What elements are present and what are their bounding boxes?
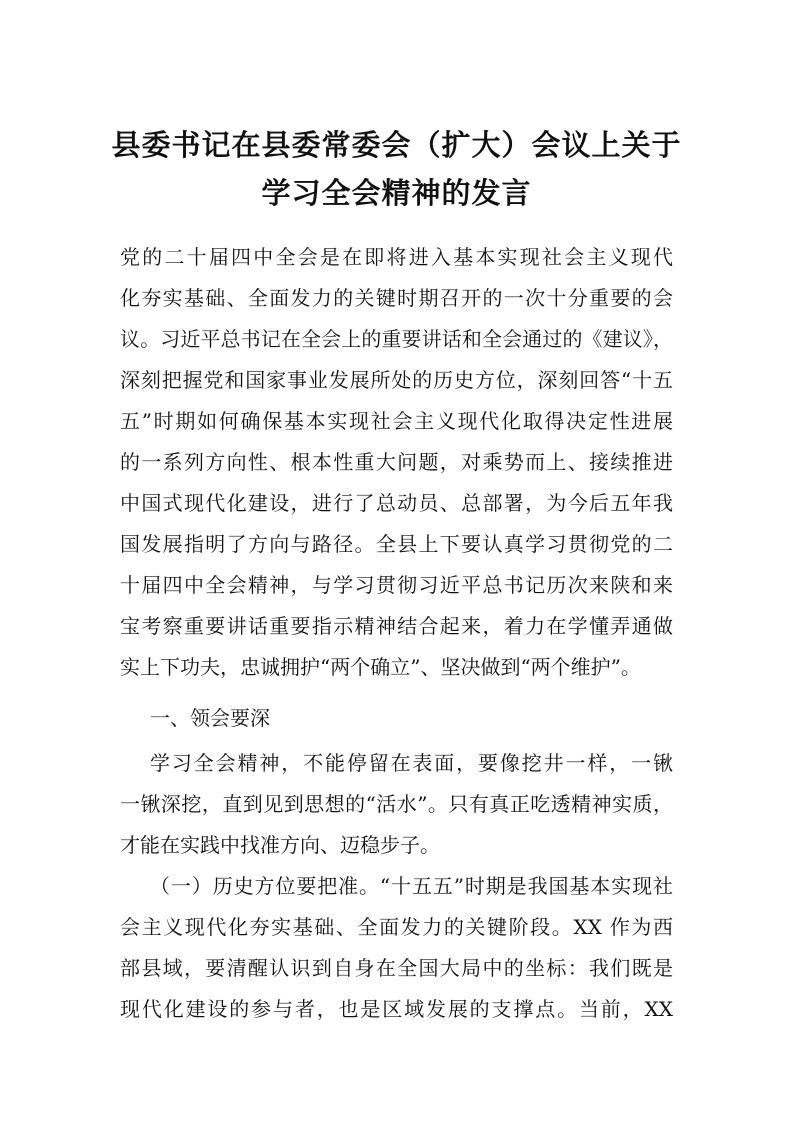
paragraph-1-line: 五”时期如何确保基本实现社会主义现代化取得决定性进展 [120,409,673,433]
document-title-line-1: 县委书记在县委常委会（扩大）会议上关于 [111,128,682,162]
paragraph-1-line: 宝考察重要讲话重要指示精神结合起来，着力在学懂弄通做 [120,614,673,638]
paragraph-1-line: 国发展指明了方向与路径。全县上下要认真学习贯彻党的二 [120,532,673,556]
paragraph-2-line: 才能在实践中找准方向、迈稳步子。 [120,833,440,857]
paragraph-1-line: 的一系列方向性、根本性重大问题，对乘势而上、接续推进 [120,450,673,474]
document-title-line-2: 学习全会精神的发言 [261,176,532,210]
paragraph-3-line: （一）历史方位要把准。“十五五”时期是我国基本实现社 [150,874,673,898]
paragraph-1-line: 十届四中全会精神，与学习贯彻习近平总书记历次来陕和来 [120,573,673,597]
paragraph-1-line: 实上下功夫，忠诚拥护“两个确立”、坚决做到“两个维护”。 [120,655,641,679]
paragraph-1-line: 化夯实基础、全面发力的关键时期召开的一次十分重要的会 [120,286,673,310]
paragraph-1-line: 中国式现代化建设，进行了总动员、总部署，为今后五年我 [120,491,673,515]
paragraph-1-line: 党的二十届四中全会是在即将进入基本实现社会主义现代 [120,245,673,269]
paragraph-2-line: 一锹深挖，直到见到思想的“活水”。只有真正吃透精神实质， [120,792,673,816]
paragraph-2-line: 学习全会精神，不能停留在表面，要像挖井一样，一锹 [150,751,673,775]
section-heading: 一、领会要深 [150,706,270,730]
paragraph-1-line: 深刻把握党和国家事业发展所处的历史方位，深刻回答“十五 [120,368,673,392]
paragraph-3-line: 会主义现代化夯实基础、全面发力的关键阶段。XX 作为西 [120,915,673,939]
paragraph-3-line: 现代化建设的参与者，也是区域发展的支撑点。当前，XX [120,997,673,1021]
paragraph-1-line: 议。习近平总书记在全会上的重要讲话和全会通过的《建议》， [120,327,673,351]
paragraph-3-line: 部县域，要清醒认识到自身在全国大局中的坐标：我们既是 [120,956,673,980]
